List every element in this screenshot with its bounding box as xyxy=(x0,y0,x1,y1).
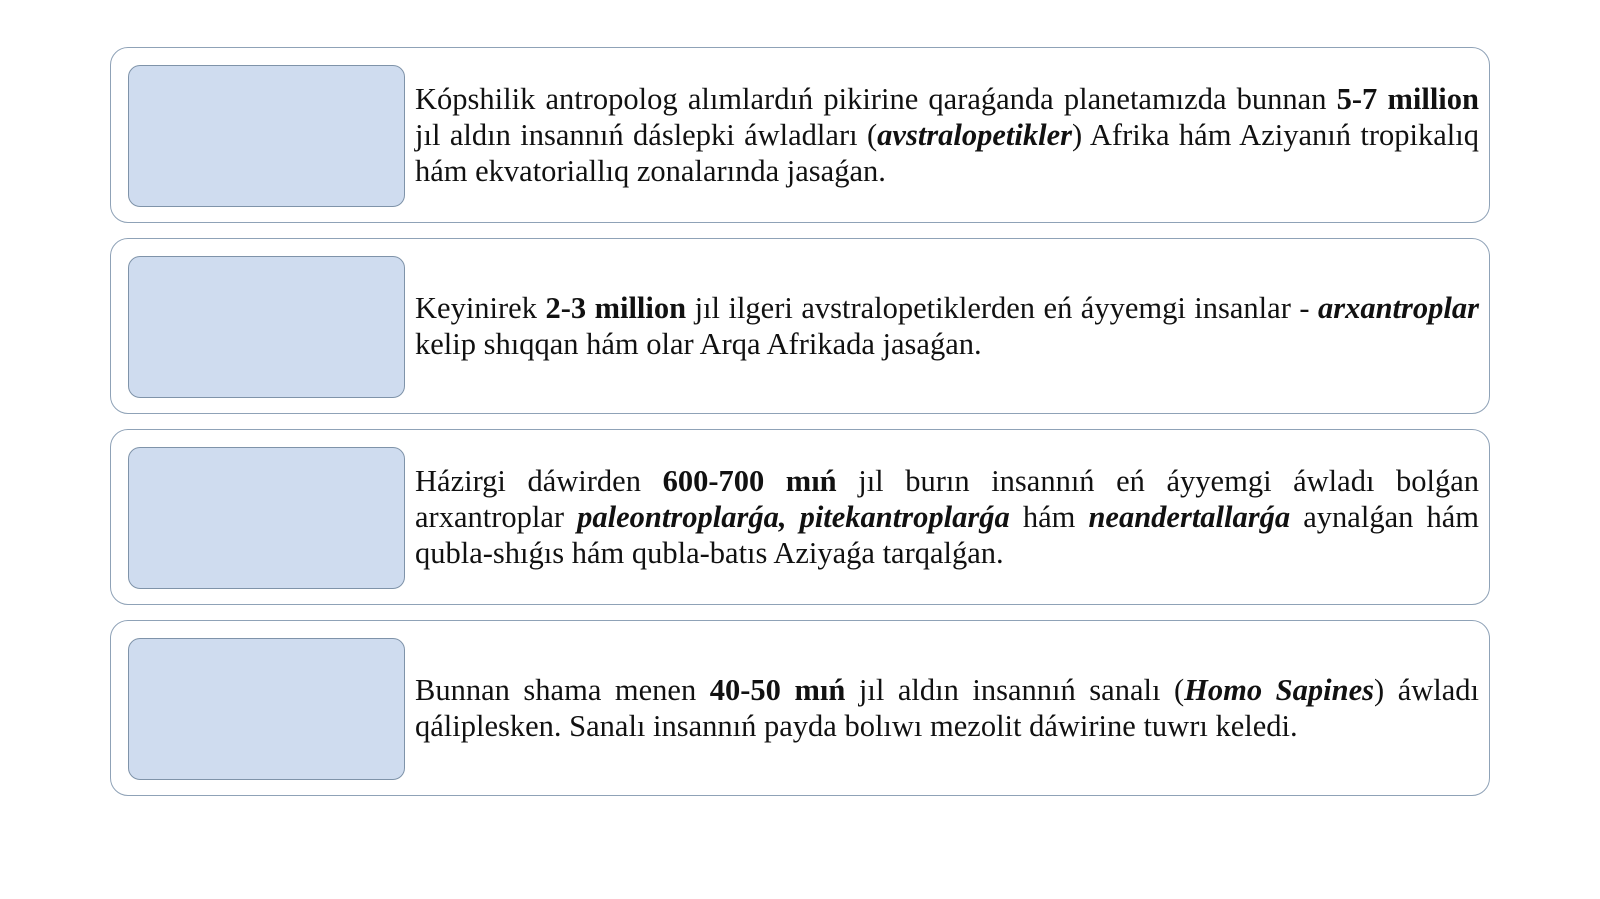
image-placeholder-3 xyxy=(128,447,405,589)
card-text-2 xyxy=(415,239,1479,413)
info-card-4 xyxy=(110,620,1490,796)
text-segment: hám xyxy=(1009,500,1089,534)
highlight-date: 2-3 million xyxy=(545,291,687,325)
highlight-term: arxantroplar xyxy=(1317,291,1479,325)
text-segment: jıl burın insannıń eń áyyemgi áwladı bolǵan arxantroplar xyxy=(415,464,1480,534)
card-text-4 xyxy=(415,621,1479,795)
info-card-3 xyxy=(110,429,1490,605)
highlight-term: paleontroplarǵa, pitekantroplarǵa xyxy=(577,500,1010,534)
highlight-term: neandertallarǵa xyxy=(1088,500,1291,534)
card-text-3 xyxy=(415,430,1479,604)
highlight-date: 5-7 million xyxy=(1336,82,1479,116)
text-segment: ) Afrika hám Aziyanıń tropikalıq hám ekvatoriallıq zonalarında jasaǵan. xyxy=(415,118,1479,188)
card-paragraph-2 xyxy=(415,290,1479,362)
highlight-term: avstralopetikler xyxy=(877,118,1072,152)
card-paragraph-4 xyxy=(415,672,1479,744)
info-card-2 xyxy=(110,238,1490,414)
card-text-1 xyxy=(415,48,1479,222)
card-paragraph-1 xyxy=(415,81,1479,189)
text-segment: aynalǵan hám qubla-shıǵıs hám qubla-batıs Aziyaǵa tarqalǵan. xyxy=(415,500,1479,570)
highlight-date: 600-700 mıń xyxy=(662,464,837,498)
text-segment: Keyinirek xyxy=(415,291,546,325)
text-segment: Házirgi dáwirden xyxy=(415,464,663,498)
image-placeholder-1 xyxy=(128,65,405,207)
highlight-term: Homo Sapines xyxy=(1184,673,1374,707)
info-card-1 xyxy=(110,47,1490,223)
text-segment: ) áwladı qáliplesken. Sanalı insannıń payda bolıwı mezolit dáwirine tuwrı keledi. xyxy=(415,673,1479,743)
image-placeholder-4 xyxy=(128,638,405,780)
text-segment: jıl aldın insannıń dáslepki áwladları ( xyxy=(415,118,878,152)
highlight-date: 40-50 mıń xyxy=(709,673,846,707)
text-segment: kelip shıqqan hám olar Arqa Afrikada jasaǵan. xyxy=(415,327,982,361)
text-segment: jıl ilgeri avstralopetiklerden eń áyyemgi insanlar - xyxy=(686,291,1318,325)
text-segment: jıl aldın insannıń sanalı ( xyxy=(845,673,1185,707)
text-segment: Bunnan shama menen xyxy=(415,673,710,707)
card-paragraph-3 xyxy=(415,463,1479,571)
image-placeholder-2 xyxy=(128,256,405,398)
text-segment: Kópshilik antropolog alımlardıń pikirine qaraǵanda planetamızda bunnan xyxy=(415,82,1337,116)
